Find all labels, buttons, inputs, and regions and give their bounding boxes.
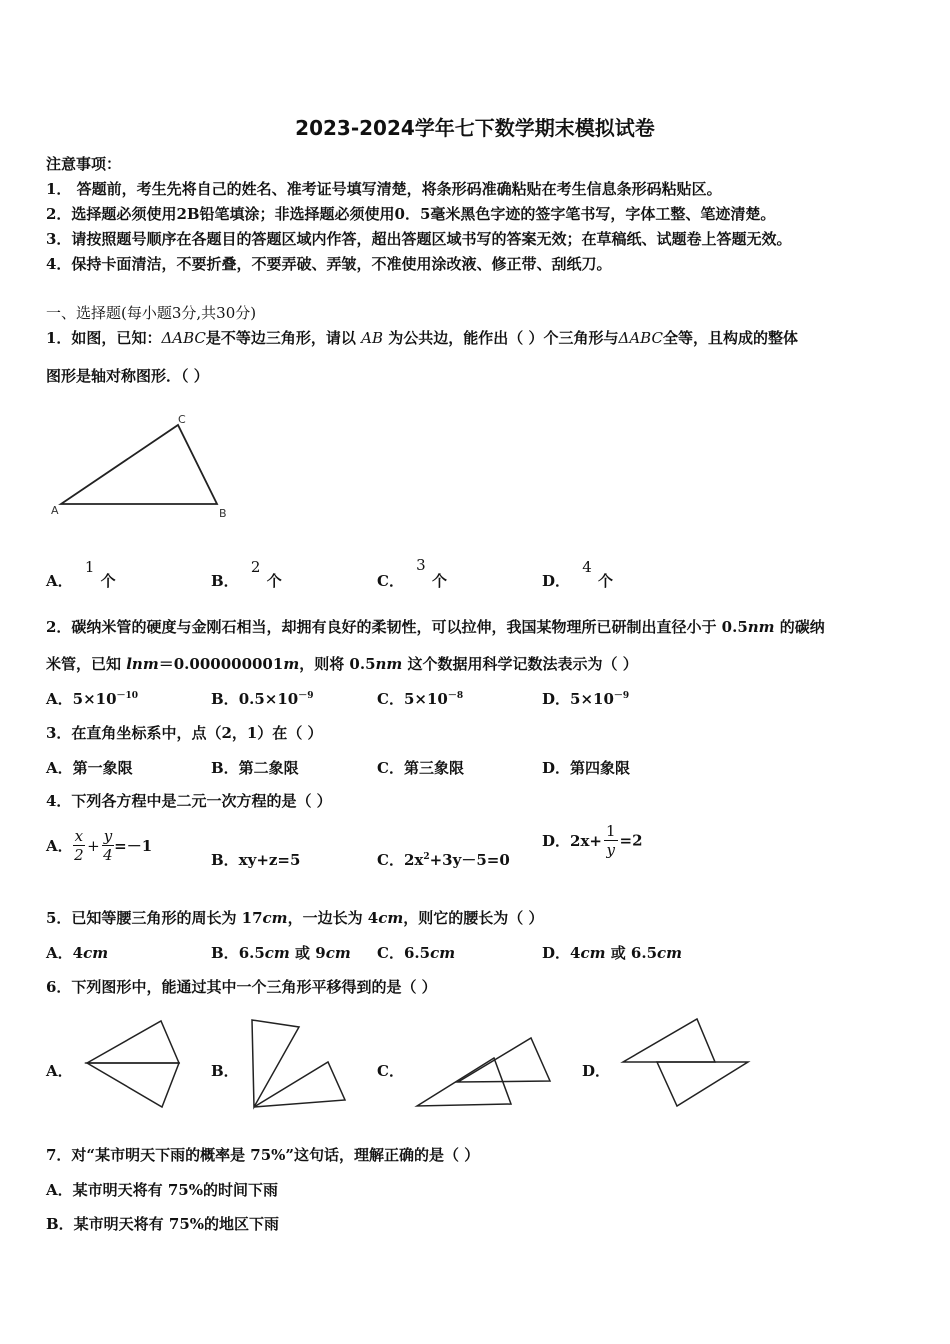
option-6d-label[interactable]: D． xyxy=(582,1062,611,1080)
option-7b[interactable]: B．某市明天将有 75%的地区下雨 xyxy=(46,1215,280,1233)
question-6-stem: 6．下列图形中，能通过其中一个三角形平移得到的是（ ） xyxy=(46,978,437,996)
option-3a[interactable]: A．第一象限 xyxy=(46,759,133,777)
vertex-label-a: A xyxy=(51,504,59,517)
option-1b[interactable]: B．2个 xyxy=(211,558,282,590)
question-4-stem: 4．下列各方程中是二元一次方程的是（ ） xyxy=(46,792,332,810)
question-1-stem-line2: 图形是轴对称图形．（ ） xyxy=(46,367,209,385)
option-6b-figure xyxy=(252,1020,345,1107)
option-6a-figure xyxy=(87,1021,179,1107)
option-1c[interactable]: C．3个 xyxy=(377,556,447,590)
option-6c-label[interactable]: C． xyxy=(377,1062,404,1080)
notice-item: 3．请按照题号顺序在各题目的答题区域内作答，超出答题区域书写的答案无效；在草稿纸、试题卷上答题无效。 xyxy=(46,230,792,248)
option-4c[interactable]: C．$2x^2+3y-5=0$ xyxy=(377,851,510,869)
question-2-stem: 2．碳纳米管的硬度与金刚石相当，却拥有良好的柔韧性，可以拉伸，我国某物理所已研制出直径小于 0.5nm 的碳纳 xyxy=(46,618,825,636)
option-1d[interactable]: D．4个 xyxy=(542,558,614,590)
question-5-stem: 5．已知等腰三角形的周长为 17cm，一边长为 4cm，则它的腰长为（ ） xyxy=(46,909,544,927)
question-1-stem: 1．如图，已知：ΔABC是不等边三角形，请以 AB 为公共边，能作出（ ）个三角形与ΔABC全等，且构成的整体 xyxy=(46,329,798,347)
notice-item: 2．选择题必须使用2B铅笔填涂；非选择题必须使用0．5毫米黑色字迹的签字笔书写，字体工整、笔迹清楚。 xyxy=(46,205,776,223)
option-4d[interactable]: D．2x+ $\frac{1}{y}$ =2 xyxy=(542,822,643,859)
option-2d[interactable]: D．$5\times 10^{-9}$ xyxy=(542,690,630,708)
option-3c[interactable]: C．第三象限 xyxy=(377,759,464,777)
vertex-label-c: C xyxy=(178,413,186,426)
option-6d-figure xyxy=(623,1019,748,1106)
option-4a[interactable]: A． $\frac{x}{2}$ + $\frac{y}{4}$ =－1 xyxy=(46,827,153,864)
option-3b[interactable]: B．第二象限 xyxy=(211,759,299,777)
option-2a[interactable]: A．$5\times 10^{-10}$ xyxy=(46,690,139,708)
option-5d[interactable]: D．4cm 或 6.5cm xyxy=(542,944,683,962)
question-7-stem: 7．对“某市明天下雨的概率是 75%”这句话，理解正确的是（ ） xyxy=(46,1146,480,1164)
question-3-stem: 3．在直角坐标系中，点（2，1）在（ ） xyxy=(46,724,323,742)
vertex-label-b: B xyxy=(219,507,227,520)
option-6b-label[interactable]: B． xyxy=(211,1062,239,1080)
page-title: 2023-2024学年七下数学期末模拟试卷 xyxy=(295,116,655,140)
notice-item: 1． 答题前，考生先将自己的姓名、准考证号填写清楚，将条形码准确粘贴在考生信息条形码粘贴区。 xyxy=(46,180,722,198)
option-5b[interactable]: B．6.5cm 或 9cm xyxy=(211,944,351,962)
section-heading: 一、选择题(每小题3分,共30分) xyxy=(46,304,257,322)
option-1a[interactable]: A．1个 xyxy=(46,558,116,590)
option-3d[interactable]: D．第四象限 xyxy=(542,759,631,777)
option-2c[interactable]: C．$5\times 10^{-8}$ xyxy=(377,690,464,708)
notice-item: 4．保持卡面清洁，不要折叠，不要弄破、弄皱，不准使用涂改液、修正带、刮纸刀。 xyxy=(46,255,612,273)
option-6a-label[interactable]: A． xyxy=(46,1062,73,1080)
option-2b[interactable]: B．$0.5\times 10^{-9}$ xyxy=(211,690,314,708)
question-2-stem-line2: 米管，已知 lnm＝0.000000001m，则将 0.5nm 这个数据用科学记数法表示为（ ） xyxy=(46,655,638,673)
option-7a[interactable]: A．某市明天将有 75%的时间下雨 xyxy=(46,1181,278,1199)
notice-heading: 注意事项： xyxy=(46,155,122,173)
option-5c[interactable]: C．6.5cm xyxy=(377,944,456,962)
option-4b[interactable]: B．xy+z=5 xyxy=(211,851,301,869)
option-5a[interactable]: A．4cm xyxy=(46,944,109,962)
option-6c-figure xyxy=(417,1038,550,1106)
